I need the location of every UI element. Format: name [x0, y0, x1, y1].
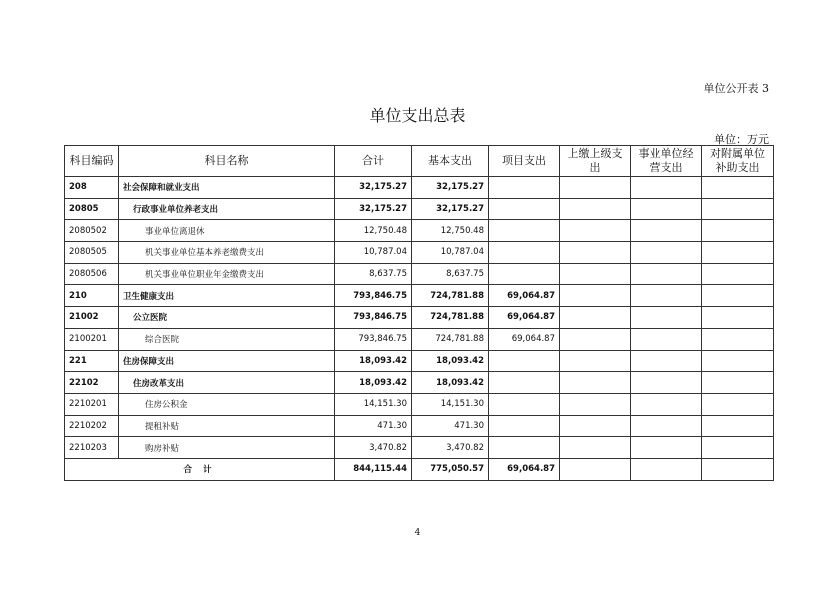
cell-business — [631, 372, 702, 394]
cell-name: 事业单位离退休 — [119, 220, 335, 242]
cell-subsidy — [702, 328, 774, 350]
cell-business — [631, 393, 702, 415]
cell-basic: 32,175.27 — [412, 198, 489, 220]
cell-upper — [560, 372, 631, 394]
cell-project — [489, 242, 560, 264]
col-header-business: 事业单位经营支出 — [631, 146, 702, 177]
cell-project — [489, 263, 560, 285]
cell-upper — [560, 415, 631, 437]
cell-name: 综合医院 — [119, 328, 335, 350]
cell-basic: 12,750.48 — [412, 220, 489, 242]
col-header-code: 科目编码 — [65, 146, 119, 177]
cell-basic: 8,637.75 — [412, 263, 489, 285]
table-row — [65, 242, 774, 264]
cell-basic: 724,781.88 — [412, 328, 489, 350]
cell-business — [631, 350, 702, 372]
col-header-name: 科目名称 — [119, 146, 335, 177]
cell-code: 2210203 — [65, 437, 119, 459]
cell-code: 2210202 — [65, 415, 119, 437]
cell-code: 2210201 — [65, 393, 119, 415]
cell-total: 18,093.42 — [335, 350, 412, 372]
col-header-total: 合计 — [335, 146, 412, 177]
cell-basic: 724,781.88 — [412, 285, 489, 307]
cell-business — [631, 177, 702, 199]
cell-upper — [560, 350, 631, 372]
cell-subsidy — [702, 307, 774, 329]
cell-total: 8,637.75 — [335, 263, 412, 285]
table-row — [65, 285, 774, 307]
cell-subsidy — [702, 263, 774, 285]
cell-total: 14,151.30 — [335, 393, 412, 415]
cell-basic: 32,175.27 — [412, 177, 489, 199]
cell-project: 69,064.87 — [489, 328, 560, 350]
cell-basic: 14,151.30 — [412, 393, 489, 415]
total-label: 合 计 — [65, 458, 335, 480]
cell-name: 社会保障和就业支出 — [119, 177, 335, 199]
cell-project — [489, 177, 560, 199]
cell-project: 69,064.87 — [489, 285, 560, 307]
cell-code: 21002 — [65, 307, 119, 329]
cell-code: 210 — [65, 285, 119, 307]
cell-name: 机关事业单位基本养老缴费支出 — [119, 242, 335, 264]
col-header-subsidy: 对附属单位补助支出 — [702, 146, 774, 177]
cell-upper — [560, 393, 631, 415]
page-title: 单位支出总表 — [369, 106, 466, 125]
table-row — [65, 328, 774, 350]
cell-subsidy — [702, 242, 774, 264]
cell-subsidy — [702, 177, 774, 199]
total-subsidy — [702, 458, 774, 480]
table-row — [65, 350, 774, 372]
cell-project — [489, 437, 560, 459]
cell-code: 2100201 — [65, 328, 119, 350]
cell-code: 2080505 — [65, 242, 119, 264]
cell-name: 行政事业单位养老支出 — [119, 198, 335, 220]
cell-basic: 10,787.04 — [412, 242, 489, 264]
cell-basic: 18,093.42 — [412, 372, 489, 394]
page-number: 4 — [414, 528, 421, 538]
cell-upper — [560, 242, 631, 264]
total-business — [631, 458, 702, 480]
cell-total: 793,846.75 — [335, 285, 412, 307]
cell-total: 32,175.27 — [335, 198, 412, 220]
cell-project — [489, 220, 560, 242]
col-header-upper: 上缴上级支出 — [560, 146, 631, 177]
table-row — [65, 263, 774, 285]
cell-project — [489, 372, 560, 394]
cell-code: 2080506 — [65, 263, 119, 285]
cell-code: 208 — [65, 177, 119, 199]
cell-subsidy — [702, 437, 774, 459]
cell-code: 20805 — [65, 198, 119, 220]
table-header-row — [65, 146, 774, 177]
cell-code: 2080502 — [65, 220, 119, 242]
table-row — [65, 177, 774, 199]
cell-business — [631, 285, 702, 307]
table-id: 单位公开表 3 — [703, 82, 769, 95]
cell-total: 793,846.75 — [335, 307, 412, 329]
table-row — [65, 393, 774, 415]
cell-total: 793,846.75 — [335, 328, 412, 350]
cell-subsidy — [702, 285, 774, 307]
cell-name: 住房保障支出 — [119, 350, 335, 372]
cell-upper — [560, 437, 631, 459]
cell-basic: 18,093.42 — [412, 350, 489, 372]
cell-upper — [560, 285, 631, 307]
table-row — [65, 220, 774, 242]
cell-project — [489, 415, 560, 437]
cell-total: 18,093.42 — [335, 372, 412, 394]
cell-subsidy — [702, 220, 774, 242]
cell-business — [631, 198, 702, 220]
cell-subsidy — [702, 393, 774, 415]
cell-business — [631, 437, 702, 459]
cell-business — [631, 242, 702, 264]
cell-subsidy — [702, 350, 774, 372]
cell-upper — [560, 328, 631, 350]
cell-business — [631, 415, 702, 437]
table-row — [65, 198, 774, 220]
cell-name: 提租补贴 — [119, 415, 335, 437]
cell-business — [631, 263, 702, 285]
total-row — [65, 458, 774, 480]
total-upper — [560, 458, 631, 480]
cell-name: 住房改革支出 — [119, 372, 335, 394]
cell-upper — [560, 177, 631, 199]
cell-project — [489, 198, 560, 220]
cell-name: 公立医院 — [119, 307, 335, 329]
total-basic: 775,050.57 — [412, 458, 489, 480]
unit-label: 单位：万元 — [714, 133, 769, 146]
cell-subsidy — [702, 372, 774, 394]
cell-name: 卫生健康支出 — [119, 285, 335, 307]
cell-code: 221 — [65, 350, 119, 372]
cell-basic: 471.30 — [412, 415, 489, 437]
table-row — [65, 372, 774, 394]
cell-total: 10,787.04 — [335, 242, 412, 264]
cell-total: 32,175.27 — [335, 177, 412, 199]
cell-upper — [560, 307, 631, 329]
cell-basic: 724,781.88 — [412, 307, 489, 329]
cell-subsidy — [702, 198, 774, 220]
cell-subsidy — [702, 415, 774, 437]
cell-name: 购房补贴 — [119, 437, 335, 459]
cell-project — [489, 393, 560, 415]
table-row — [65, 415, 774, 437]
total-project: 69,064.87 — [489, 458, 560, 480]
cell-basic: 3,470.82 — [412, 437, 489, 459]
cell-name: 住房公积金 — [119, 393, 335, 415]
cell-upper — [560, 220, 631, 242]
col-header-basic: 基本支出 — [412, 146, 489, 177]
cell-upper — [560, 198, 631, 220]
cell-business — [631, 307, 702, 329]
cell-total: 12,750.48 — [335, 220, 412, 242]
cell-total: 3,470.82 — [335, 437, 412, 459]
table-row — [65, 437, 774, 459]
expenditure-table — [64, 145, 774, 481]
cell-business — [631, 220, 702, 242]
total-total: 844,115.44 — [335, 458, 412, 480]
cell-code: 22102 — [65, 372, 119, 394]
cell-name: 机关事业单位职业年金缴费支出 — [119, 263, 335, 285]
cell-business — [631, 328, 702, 350]
cell-upper — [560, 263, 631, 285]
col-header-project: 项目支出 — [489, 146, 560, 177]
table-row — [65, 307, 774, 329]
cell-project — [489, 350, 560, 372]
cell-total: 471.30 — [335, 415, 412, 437]
cell-project: 69,064.87 — [489, 307, 560, 329]
